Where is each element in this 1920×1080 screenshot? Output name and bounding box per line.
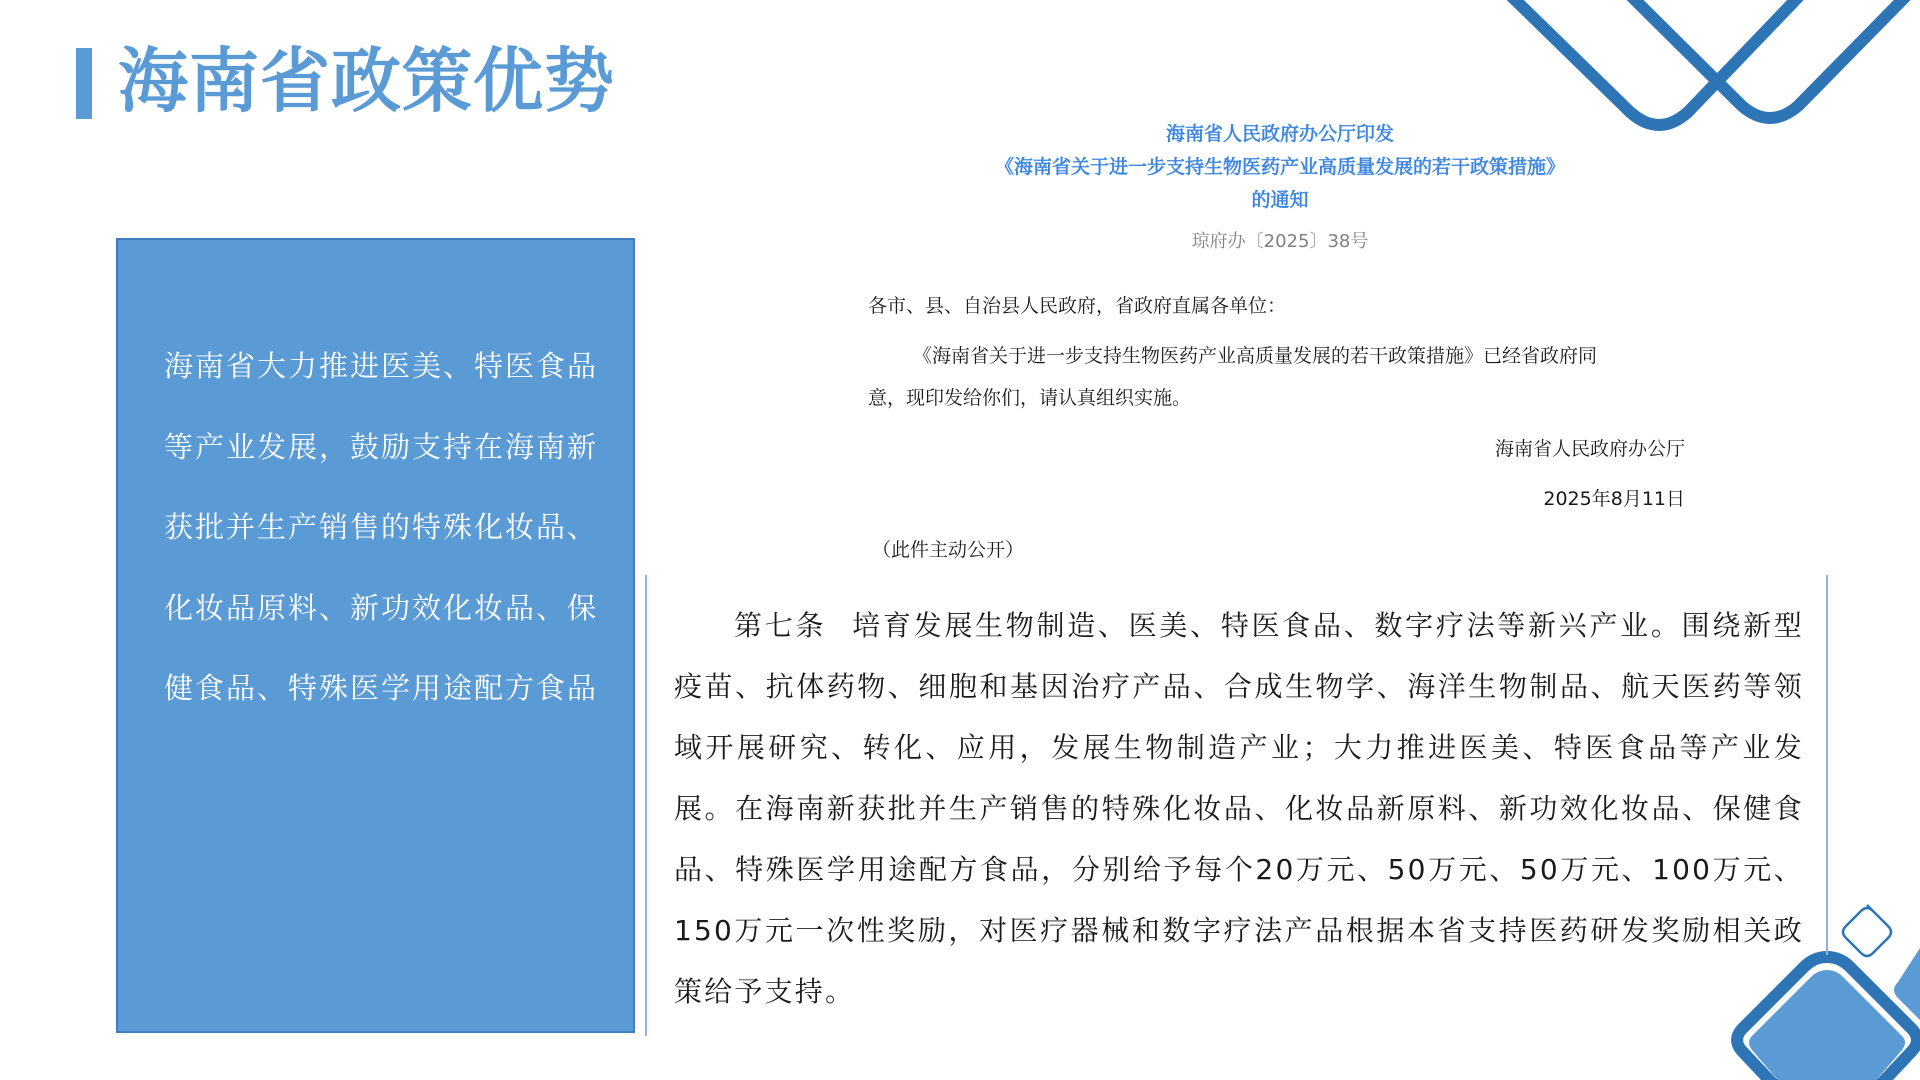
- notice-header-issuer: 海南省人民政府办公厅印发: [1165, 123, 1394, 145]
- notice-signature-date: 2025年8月11日: [1543, 488, 1685, 510]
- summary-box: [116, 238, 635, 1033]
- title-accent-bar: [76, 48, 92, 119]
- notice-salutation: 各市、县、自治县人民政府，省政府直属各单位：: [868, 295, 1287, 317]
- article-frame-left-line: [645, 575, 647, 1036]
- summary-text: 海南省大力推进医美、特医食品等产业发展，鼓励支持在海南新获批并生产销售的特殊化妆品、化妆品原料、新功效化妆品、保健食品、特殊医学用途配方食品: [164, 349, 599, 705]
- article-frame-right-line: [1826, 575, 1828, 955]
- article-text: 培育发展生物制造、医美、特医食品、数字疗法等新兴产业。围绕新型疫苗、抗体药物、细胞和基因治疗产品、合成生物学、海洋生物制品、航天医药等领域开展研究、转化、应用，发展生物制造产业；大力推进医美、特医食品等产业发展。在海南新获批并生产销售的特殊化妆品、化妆品新原料、新功效化妆品、保健食品、特殊医学用途配方食品，分别给予每个20万元、50万元、50万元、100万元、150万元一次性奖励，对医疗器械和数字疗法产品根据本省支持医药研发奖励相关政策给予支持。: [674, 609, 1804, 1008]
- notice-public-note: （此件主动公开）: [872, 539, 1025, 561]
- notice-body-line-2: 意，现印发给你们，请认真组织实施。: [868, 387, 1192, 409]
- article-seven: [674, 595, 1804, 1022]
- article-number: 第七条: [734, 609, 827, 642]
- notice-signature-org: 海南省人民政府办公厅: [1494, 438, 1685, 460]
- page-title: 海南省政策优势: [118, 40, 615, 122]
- notice-body-line-1: 《海南省关于进一步支持生物医药产业高质量发展的若干政策措施》已经省政府同: [913, 345, 1598, 367]
- notice-doc-number: 琼府办〔2025〕38号: [1191, 231, 1369, 252]
- notice-header-suffix: 的通知: [1251, 189, 1309, 211]
- notice-header-policy-title: 《海南省关于进一步支持生物医药产业高质量发展的若干政策措施》: [994, 156, 1565, 178]
